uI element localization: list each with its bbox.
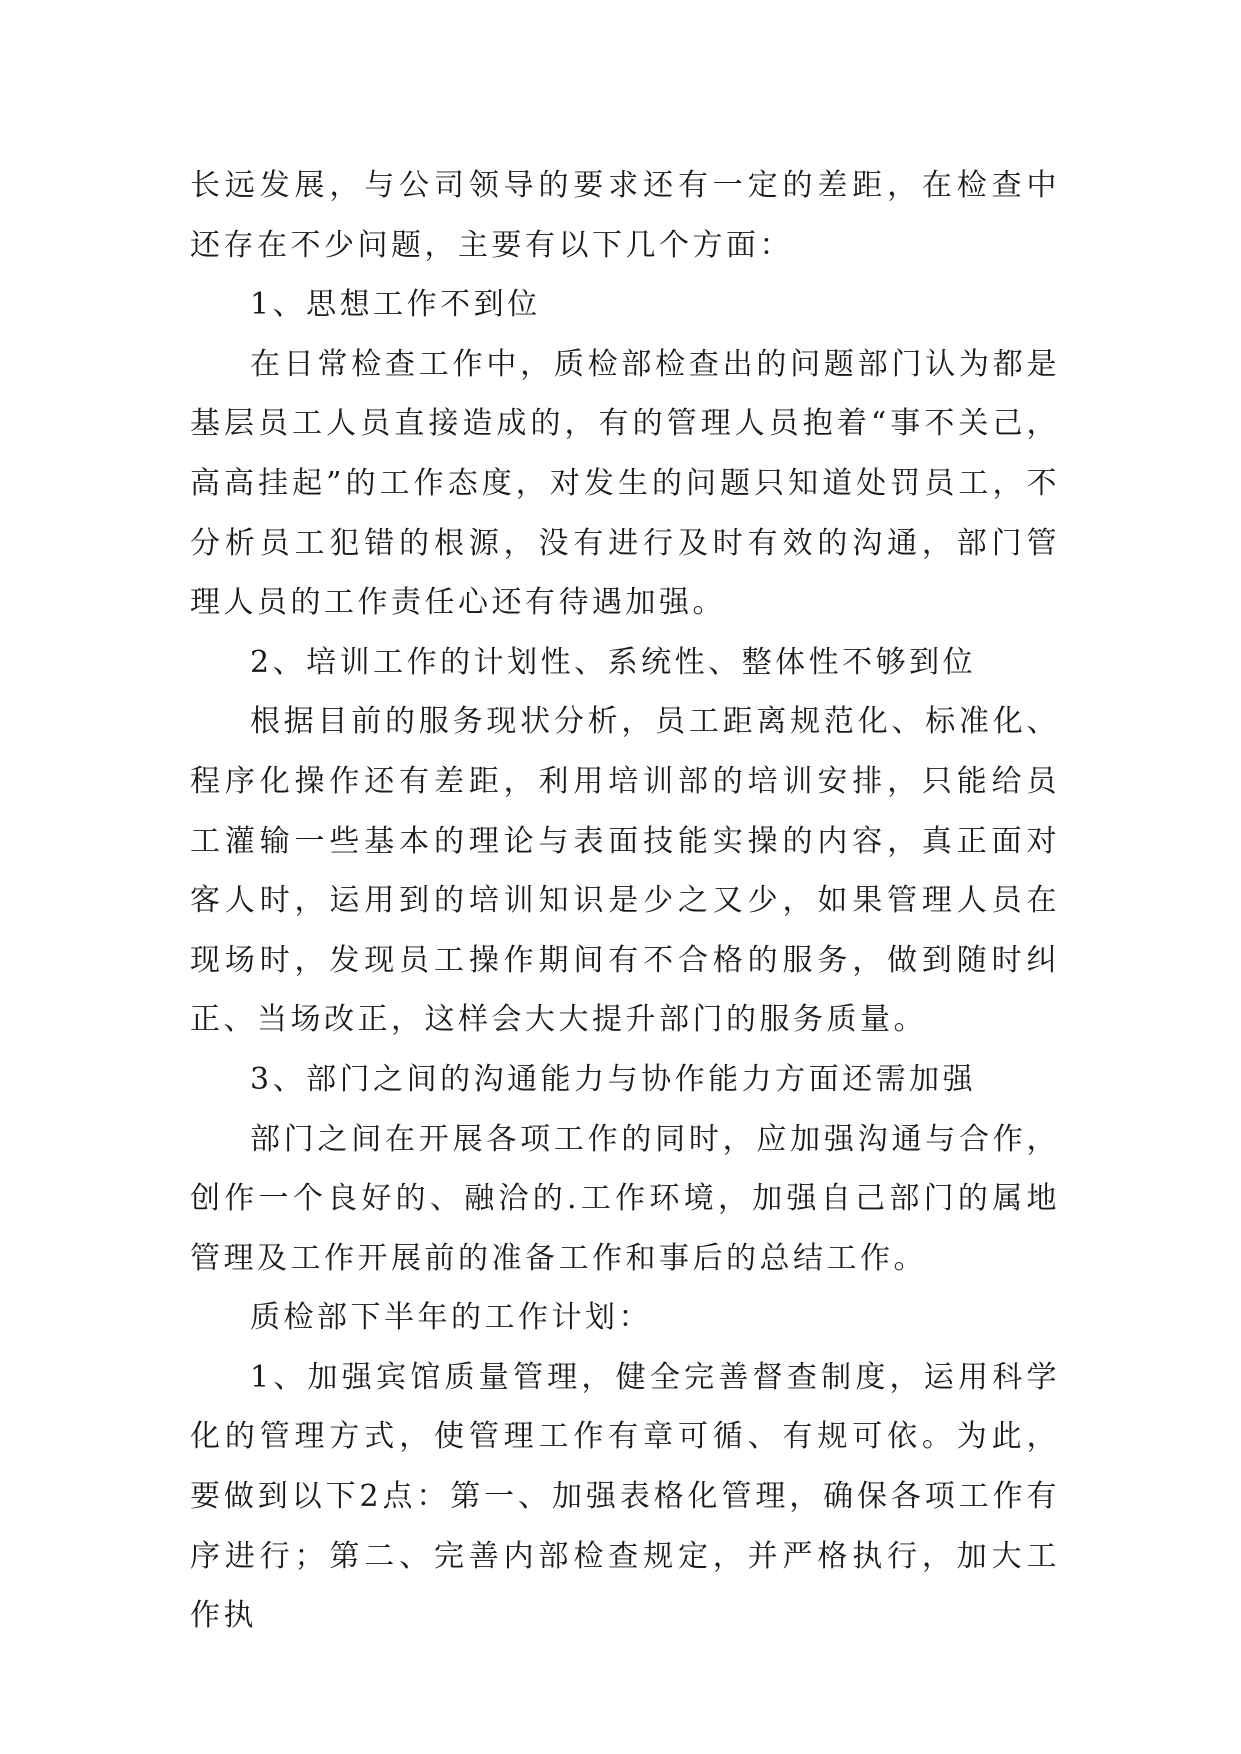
heading-item-3: 3、部门之间的沟通能力与协作能力方面还需加强 xyxy=(250,1061,977,1097)
paragraph-item-3-body: 部门之间在开展各项工作的同时，应加强沟通与合作，创作一个良好的、融洽的.工作环境，加强自己部门的属地管理及工作开展前的准备工作和事后的总结工作。 xyxy=(190,1121,1060,1276)
document-body xyxy=(190,156,1060,1646)
paragraph-intro-continuation: 长远发展，与公司领导的要求还有一定的差距，在检查中还存在不少问题，主要有以下几个方面： xyxy=(190,168,1060,263)
paragraph-plan-item-1: 1、加强宾馆质量管理，健全完善督查制度，运用科学化的管理方式，使管理工作有章可循、有规可依。为此，要做到以下2点：第一、加强表格化管理，确保各项工作有序进行；第二、完善内部检查规定，并严格执行，加大工作执 xyxy=(190,1359,1060,1634)
section-heading-plan: 质检部下半年的工作计划： xyxy=(250,1300,652,1336)
paragraph-item-2-body: 根据目前的服务现状分析，员工距离规范化、标准化、程序化操作还有差距，利用培训部的培训安排，只能给员工灌输一些基本的理论与表面技能实操的内容，真正面对客人时，运用到的培训知识是少之又少，如果管理人员在现场时，发现员工操作期间有不合格的服务，做到随时纠正、当场改正，这样会大大提升部门的服务质量。 xyxy=(190,704,1060,1038)
paragraph-item-1-body: 在日常检查工作中，质检部检查出的问题部门认为都是基层员工人员直接造成的，有的管理人员抱着“事不关己，高高挂起”的工作态度，对发生的问题只知道处罚员工，不分析员工犯错的根源，没有进行及时有效的沟通，部门管理人员的工作责任心还有待遇加强。 xyxy=(190,346,1060,621)
heading-item-1: 1、思想工作不到位 xyxy=(250,287,541,323)
heading-item-2: 2、培训工作的计划性、系统性、整体性不够到位 xyxy=(250,644,977,680)
